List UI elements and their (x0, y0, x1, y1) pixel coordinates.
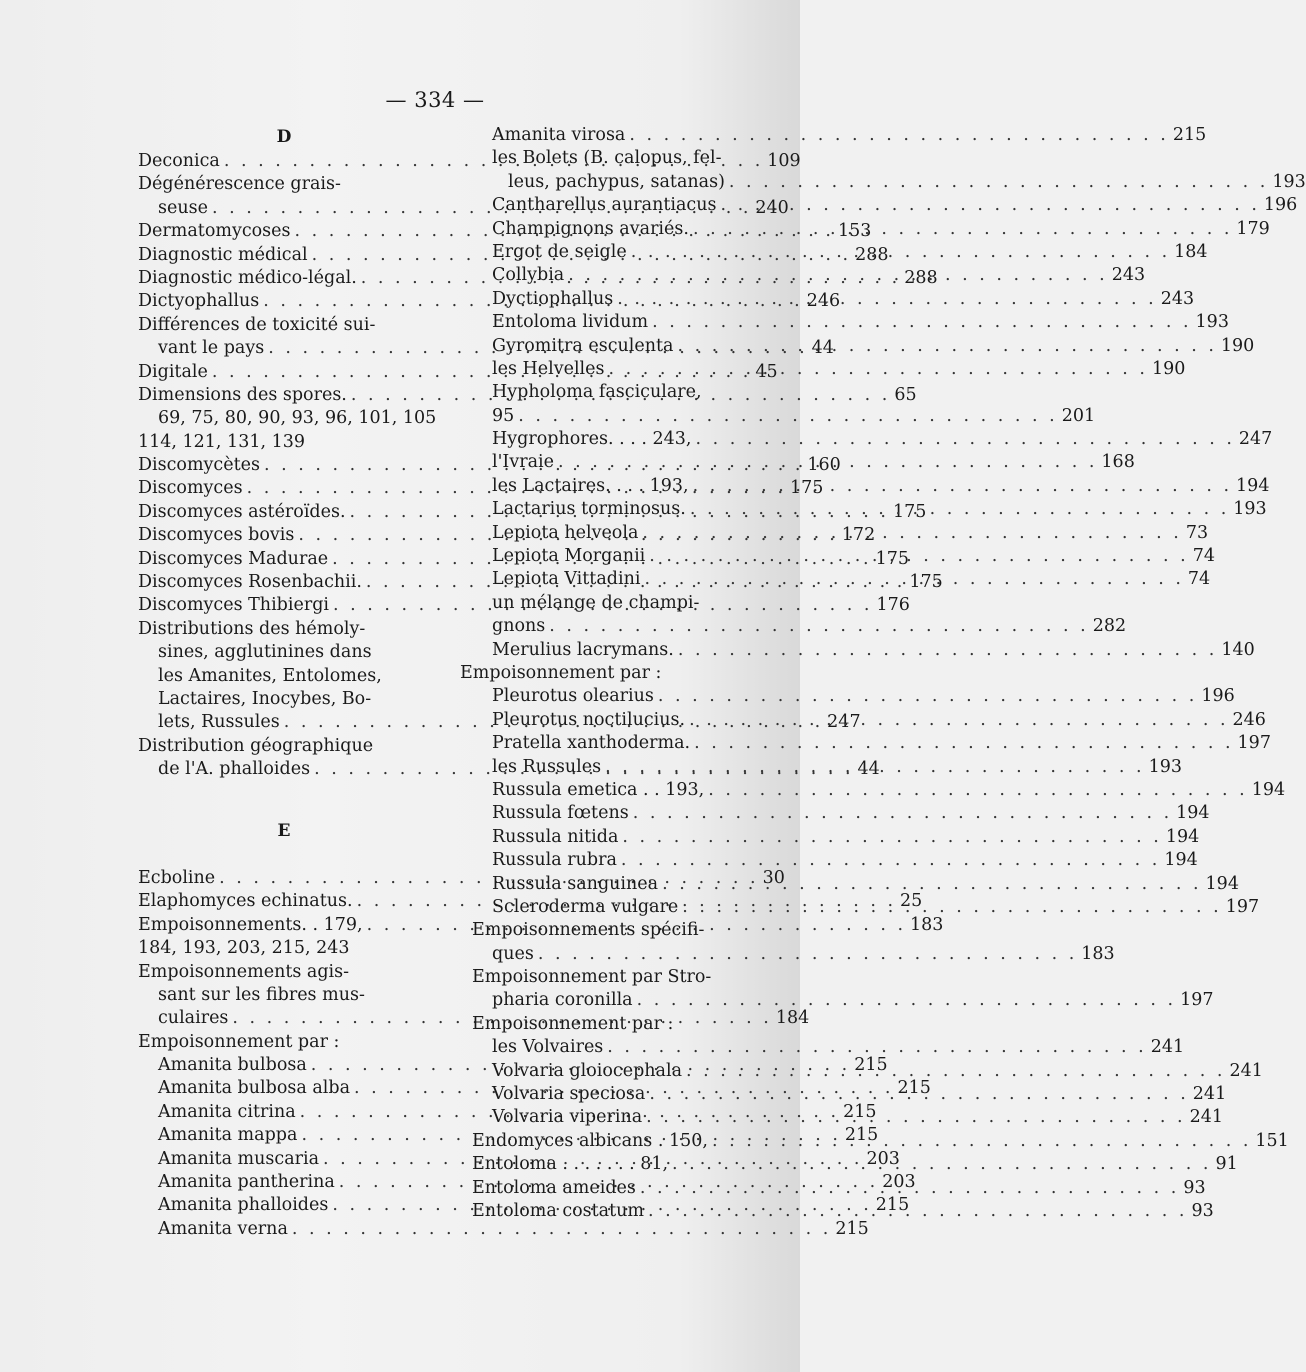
entry-term: Diagnostic médico-légal. (138, 267, 357, 288)
entry-page-number: 194 (1165, 826, 1200, 847)
leader-dots (652, 311, 1191, 334)
entry-term: Amanita virosa (492, 125, 626, 145)
entry-page-number: 215 (1172, 125, 1207, 145)
entry-page-number: 288 (904, 267, 938, 288)
entry-term: Amanita bulbosa alba (158, 1078, 351, 1099)
entry-page-number: 241 (1192, 1084, 1227, 1105)
leader-dots (658, 685, 1197, 708)
entry-term: Deconica (138, 151, 220, 171)
entry-term: Pleurotus noctilucius. (492, 709, 686, 730)
entry-page-number: 215 (835, 1218, 869, 1239)
entry-term: les Amanites, Entolomes, (158, 665, 382, 686)
entry-term: les Volvaires (492, 1037, 604, 1058)
entry-term: Ecboline (138, 867, 216, 888)
entry-page-number: 282 (1092, 616, 1127, 637)
leader-dots (662, 873, 1201, 896)
entry-term: Russula sanguinea (492, 873, 659, 894)
entry-page-number: 184 (1174, 241, 1208, 262)
leader-dots (693, 218, 1232, 241)
index-entry (460, 966, 768, 989)
entry-page-number: 215 (854, 1055, 888, 1076)
index-entry (460, 1013, 768, 1036)
index-entry (460, 405, 1096, 428)
entry-term: ques (492, 943, 534, 964)
index-entry (138, 431, 430, 454)
entry-page-number: 184 (775, 1008, 810, 1029)
spacer (138, 782, 430, 818)
entry-term: Empoisonnement par : (472, 1013, 674, 1034)
entry-page-number: 241 (1150, 1037, 1185, 1058)
entry-term: gnons (492, 616, 546, 637)
entry-term: Lepiota Morganii (492, 546, 646, 567)
entry-term: culaires (158, 1008, 229, 1029)
entry-term: Lactaires, Inocybes, Bo- (158, 688, 372, 709)
leader-dots (622, 826, 1161, 849)
index-entry (460, 171, 1306, 194)
entry-page-number: 176 (876, 595, 910, 616)
entry-term: Dyctiophallus (492, 288, 614, 309)
entry-page-number: 197 (1225, 896, 1260, 917)
index-entry (460, 147, 768, 170)
entry-page-number: 243 (1160, 288, 1195, 309)
entry-term: Amanita phalloides (158, 1195, 329, 1216)
entry-page-number: 240 (755, 197, 789, 218)
leader-dots (605, 756, 1144, 779)
entry-term: Entoloma costatum (472, 1200, 645, 1221)
entry-page-number: 190 (1220, 335, 1255, 356)
entry-page-number: 25 (900, 891, 923, 912)
entry-term: Champignons avariés. (492, 218, 689, 239)
entry-term: l'Ivraie (492, 452, 554, 473)
entry-page-number: 30 (762, 867, 785, 888)
leader-dots (549, 615, 1088, 638)
entry-term: Merulius lacrymans. (492, 639, 674, 660)
entry-term: Empoisonnements spécifi- (472, 920, 705, 941)
leader-dots (633, 802, 1172, 825)
entry-term: Endomyces albicans . 150, (472, 1130, 708, 1151)
entry-page-number: 193 (1148, 756, 1182, 777)
index-entry (138, 961, 430, 984)
entry-page-number: 246 (806, 291, 841, 312)
index-entry (138, 665, 430, 688)
entry-term: Dégénérescence grais- (138, 174, 341, 195)
entry-term: leus, pachypus, satanas) (508, 171, 725, 192)
entry-page-number: 215 (843, 1101, 877, 1122)
leader-dots (640, 1177, 1179, 1200)
entry-term: Distribution géographique (138, 735, 374, 756)
entry-page-number: 241 (1189, 1107, 1224, 1128)
entry-term: Volvaria gloiocephala (492, 1060, 683, 1081)
entry-page-number: 175 (909, 572, 943, 593)
leader-dots (642, 522, 1181, 545)
index-entry (460, 381, 768, 404)
entry-term: Amanita bulbosa (158, 1055, 307, 1076)
index-entry (460, 124, 1207, 147)
entry-page-number: 246 (1232, 709, 1266, 730)
entry-term: Russula fœtens (492, 803, 629, 824)
entry-term: Différences de toxicité sui- (138, 314, 376, 335)
leader-dots (686, 1060, 1225, 1083)
index-entry (460, 802, 1210, 825)
entry-term: Dimensions des spores. (138, 384, 347, 405)
index-entry (460, 685, 1235, 708)
entry-term: Entoloma ameides (472, 1177, 636, 1198)
entry-term: Distributions des hémoly- (138, 618, 366, 639)
entry-page-number: 74 (1187, 569, 1211, 590)
entry-page-number: 196 (1263, 195, 1298, 216)
entry-term: Amanita verna (158, 1218, 288, 1239)
index-entry (138, 984, 430, 1007)
leader-dots (637, 989, 1176, 1012)
entry-term: Diagnostic médical (138, 244, 308, 265)
leader-dots (558, 451, 1097, 474)
index-entry (138, 314, 430, 337)
entry-page-number: 194 (1176, 803, 1210, 824)
leader-dots (617, 288, 1156, 311)
index-entry (460, 358, 1186, 381)
leader-dots (690, 498, 1229, 521)
entry-term: Dictyophallus (138, 291, 260, 312)
entry-term: Discomyces Rosenbachii. (138, 572, 362, 593)
index-entry (138, 1031, 430, 1054)
entry-term: Ergot de seigle (492, 241, 627, 262)
entry-term: Discomyces Madurae (138, 548, 329, 569)
entry-term: pharia coronilla (492, 990, 633, 1011)
entry-term: seuse (158, 197, 208, 218)
entry-page-number: 109 (767, 151, 801, 171)
entry-page-number: 172 (841, 525, 876, 546)
index-entry (138, 407, 437, 430)
index-entry (460, 311, 1229, 334)
entry-page-number: 197 (1180, 990, 1214, 1011)
entry-page-number: 153 (837, 221, 872, 242)
entry-term: les Lactaires. . . . 193, (492, 475, 689, 496)
index-entry (460, 989, 1214, 1012)
entry-page-number: 247 (827, 712, 861, 733)
entry-term: Gyromitra esculenta (492, 335, 674, 356)
leader-dots (629, 124, 1168, 147)
entry-page-number: 175 (790, 478, 824, 499)
entry-page-number: 65 (894, 384, 917, 405)
index-entry (138, 688, 430, 711)
entry-page-number: 215 (875, 1195, 910, 1216)
entry-term: Elaphomyces echinatus. (138, 891, 353, 912)
leader-dots (518, 405, 1057, 428)
entry-page-number: 203 (882, 1172, 916, 1193)
entry-term: sant sur les fibres mus- (158, 984, 365, 1005)
entry-term: 95 (492, 405, 515, 426)
entry-term: Empoisonnements. . 179, (138, 914, 363, 935)
leader-dots (689, 709, 1228, 732)
entry-page-number: 288 (855, 244, 889, 265)
entry-page-number: 194 (1251, 779, 1286, 800)
leader-dots (682, 896, 1221, 919)
entry-term: Empoisonnement par : (138, 1031, 340, 1052)
entry-page-number: 183 (1081, 943, 1115, 964)
index-entry (460, 732, 1271, 755)
index-entry (460, 662, 768, 685)
entry-term: Discomyces (138, 478, 243, 499)
entry-term: lets, Russules (158, 712, 280, 733)
entry-term: Digitale (138, 361, 208, 382)
index-entry (138, 173, 430, 196)
entry-term: un mélange de champi- (492, 592, 700, 613)
leader-dots (694, 732, 1233, 755)
entry-page-number: 193 (1272, 171, 1306, 192)
entry-page-number: 197 (1237, 733, 1271, 754)
leader-dots (621, 849, 1160, 872)
leader-dots (712, 1130, 1251, 1153)
index-entry (138, 1218, 869, 1241)
entry-term: Russula nitida (492, 826, 619, 847)
entry-page-number: 194 (1164, 850, 1198, 871)
entry-term: Cantharellus aurantiacus (492, 195, 717, 216)
leader-dots (609, 358, 1148, 381)
leader-dots (607, 1036, 1146, 1059)
entry-page-number: 190 (1151, 358, 1186, 379)
entry-term: Amanita pantherina (158, 1172, 335, 1193)
index-entry (460, 639, 1255, 662)
entry-term: Scleroderma vulgare (492, 896, 679, 917)
entry-page-number: 194 (1205, 873, 1239, 894)
entry-page-number: 168 (1101, 452, 1135, 473)
index-entry (460, 1036, 1185, 1059)
leader-dots (678, 639, 1217, 662)
leader-dots (646, 1106, 1185, 1129)
entry-page-number: 44 (857, 759, 880, 780)
entry-term: sines, agglutinines dans (158, 642, 372, 663)
entry-page-number: 93 (1183, 1177, 1206, 1198)
index-entry (460, 849, 1198, 872)
entry-page-number: 241 (1229, 1060, 1263, 1081)
entry-term: Lepiota helveola (492, 522, 639, 543)
section-letter-heading: D (276, 127, 292, 147)
index-entry (138, 641, 430, 664)
entry-page-number: 196 (1201, 686, 1235, 707)
entry-term: vant le pays (158, 338, 265, 359)
index-entry (460, 592, 768, 615)
entry-term: Pratella xanthoderma. (492, 733, 691, 754)
entry-term: Discomyces astéroïdes. (138, 501, 346, 522)
index-entry (138, 735, 430, 758)
entry-term: Amanita mappa (158, 1125, 298, 1146)
entry-page-number: 247 (1238, 429, 1273, 450)
entry-page-number: 215 (844, 1125, 879, 1146)
entry-term: les Russules (492, 756, 602, 777)
leader-dots (644, 568, 1183, 591)
entry-page-number: 45 (755, 361, 778, 382)
leader-dots (648, 1200, 1187, 1223)
entry-page-number: 179 (1236, 218, 1270, 239)
entry-term: Entoloma . . . . . . . 81, (472, 1154, 669, 1175)
leader-dots (649, 1083, 1188, 1106)
entry-term: Empoisonnements agis- (138, 961, 350, 982)
leader-dots (538, 943, 1077, 966)
entry-term: les Helvelles (492, 358, 605, 379)
entry-term: 114, 121, 131, 139 (138, 431, 305, 452)
entry-term: Russula emetica . . 193, (492, 779, 705, 800)
entry-page-number: 194 (1236, 475, 1270, 496)
entry-term: Amanita citrina (158, 1101, 296, 1122)
leader-dots (672, 1153, 1211, 1176)
index-entry (460, 428, 1273, 451)
entry-term: Pleurotus olearius (492, 686, 654, 707)
entry-page-number: 160 (807, 455, 841, 476)
entry-term: Lepiota Vittadini (492, 569, 641, 590)
entry-page-number: 93 (1191, 1200, 1214, 1221)
entry-term: Amanita muscaria (158, 1148, 320, 1169)
entry-page-number: 140 (1221, 639, 1255, 660)
entry-page-number: 203 (866, 1148, 900, 1169)
entry-page-number: 243 (1111, 265, 1146, 286)
entry-page-number: 175 (875, 548, 909, 569)
entry-term: Entoloma lividum (492, 312, 649, 333)
entry-page-number: 193 (1233, 499, 1267, 520)
leader-dots (708, 779, 1247, 802)
index-entry (138, 937, 430, 960)
page-number: — 334 — (385, 88, 485, 112)
spacer (138, 844, 430, 867)
index-entry (460, 779, 1286, 802)
entry-term: Discomycètes (138, 455, 260, 476)
entry-page-number: 193 (1195, 312, 1229, 333)
entry-page-number: 183 (910, 914, 944, 935)
index-entry (460, 615, 1127, 638)
section-letter-heading: E (277, 820, 291, 841)
leader-dots (568, 264, 1107, 287)
leader-dots (677, 335, 1216, 358)
entry-term: Discomyces bovis (138, 525, 295, 546)
entry-term: Empoisonnement par : (460, 662, 662, 683)
entry-term: Dermatomycoses (138, 221, 291, 242)
entry-term: Russula rubra (492, 850, 617, 871)
index-entry (138, 618, 430, 641)
entry-term: Empoisonnement par Stro- (472, 967, 712, 988)
entry-page-number: 91 (1215, 1154, 1238, 1175)
entry-page-number: 215 (897, 1078, 931, 1099)
entry-page-number: 73 (1185, 522, 1209, 543)
entry-term: de l'A. phalloides (158, 759, 311, 780)
leader-dots (649, 545, 1188, 568)
entry-term: Hygrophores. . . . 243, (492, 429, 692, 450)
entry-term: Discomyces Thibiergi (138, 595, 329, 616)
entry-term: Collybia (492, 265, 565, 286)
leader-dots (729, 171, 1268, 194)
entry-page-number: 74 (1192, 546, 1215, 567)
entry-term: Hypholoma fasciculare, (492, 382, 702, 403)
entry-term: 184, 193, 203, 215, 243 (138, 938, 350, 959)
entry-term: Lactarius torminosus. (492, 499, 686, 520)
entry-page-number: 151 (1255, 1130, 1289, 1151)
entry-term: Volvaria viperina (492, 1107, 643, 1128)
index-entry (460, 919, 768, 942)
index-entry (460, 943, 1115, 966)
index-entry (460, 826, 1200, 849)
leader-dots (720, 194, 1259, 217)
leader-dots (693, 475, 1232, 498)
entry-term: 69, 75, 80, 90, 93, 96, 101, 105 (158, 408, 437, 429)
leader-dots (631, 241, 1170, 264)
entry-page-number: 175 (892, 501, 927, 522)
entry-page-number: 201 (1061, 405, 1096, 426)
leader-dots (695, 428, 1234, 451)
entry-page-number: 44 (811, 338, 834, 359)
entry-term: les Bolets (B. calopus, fel- (492, 148, 722, 169)
entry-term: Volvaria speciosa (492, 1084, 646, 1105)
